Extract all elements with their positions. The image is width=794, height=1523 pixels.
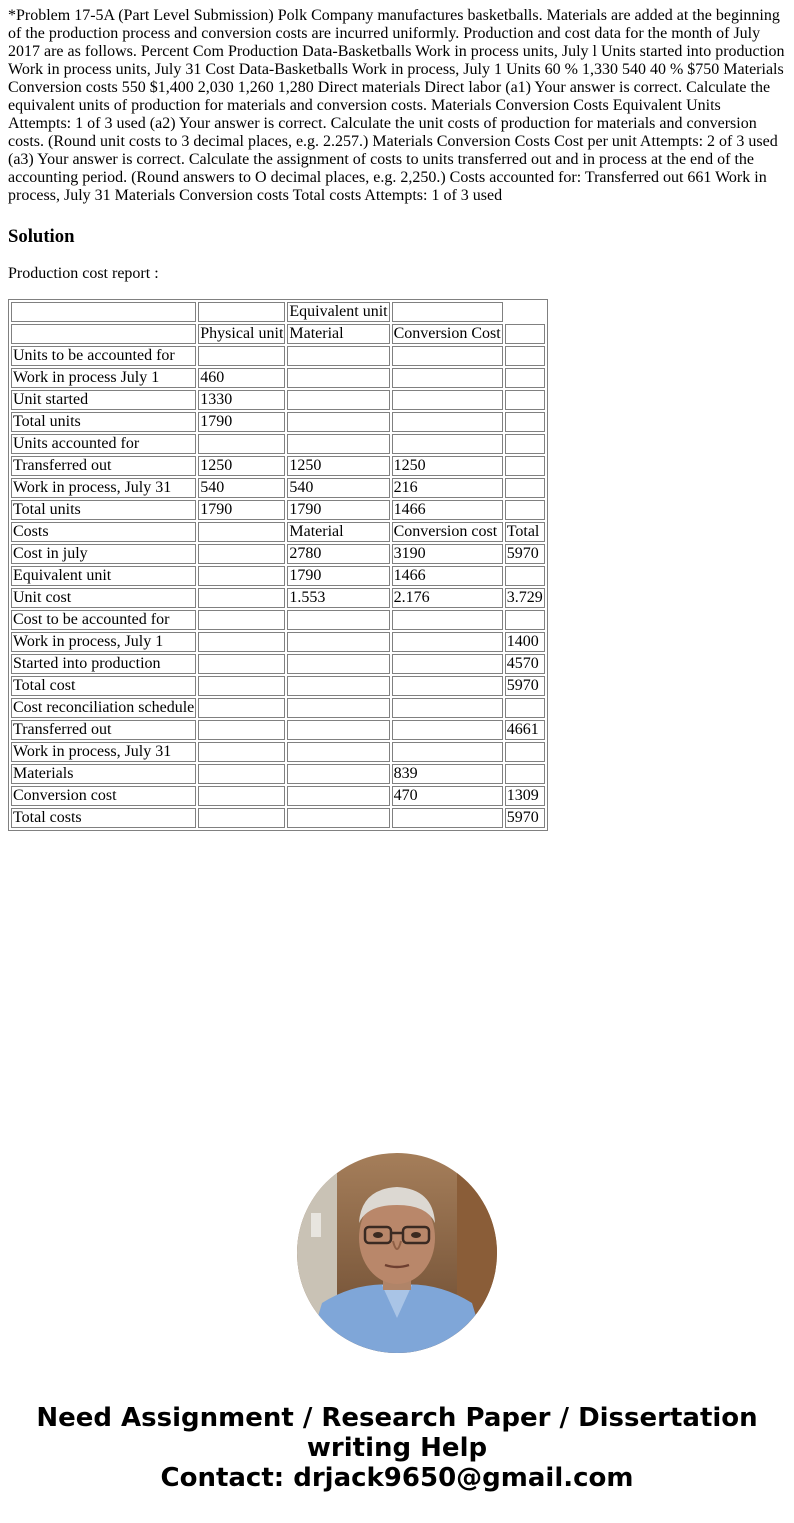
table-cell (198, 720, 285, 740)
table-cell (392, 412, 503, 432)
table-cell: 216 (392, 478, 503, 498)
table-cell (287, 676, 389, 696)
table-cell: 4661 (505, 720, 545, 740)
row-label-cell: Total cost (11, 676, 196, 696)
table-cell: 1790 (287, 500, 389, 520)
table-cell (287, 346, 389, 366)
table-cell (392, 632, 503, 652)
table-cell (505, 764, 545, 784)
table-row (11, 324, 545, 344)
row-label-cell: Unit started (11, 390, 196, 410)
row-label-cell: Units to be accounted for (11, 346, 196, 366)
table-row (11, 346, 545, 366)
table-cell: Conversion Cost (393, 325, 501, 342)
row-label-cell: Work in process, July 1 (11, 632, 196, 652)
table-cell (505, 456, 545, 476)
table-cell (198, 302, 285, 322)
solution-heading: Solution (8, 226, 75, 247)
table-row (11, 390, 545, 410)
row-label-cell: Cost in july (11, 544, 196, 564)
table-cell (392, 654, 503, 674)
table-row (11, 368, 545, 388)
table-cell: 5970 (505, 676, 545, 696)
table-cell: 5970 (505, 808, 545, 828)
table-row (11, 588, 545, 608)
table-cell (287, 654, 389, 674)
table-row (11, 434, 545, 454)
table-cell (505, 368, 545, 388)
table-row (11, 764, 545, 784)
table-cell: 1790 (287, 566, 389, 586)
table-cell (505, 324, 545, 344)
row-label-cell (11, 324, 196, 344)
table-row (11, 632, 545, 652)
table-cell: 839 (392, 764, 503, 784)
table-row (11, 456, 545, 476)
table-row (11, 720, 545, 740)
production-cost-report-table (8, 299, 548, 831)
avatar (297, 1153, 497, 1353)
table-cell (505, 478, 545, 498)
table-cell (392, 676, 503, 696)
table-cell: 3190 (392, 544, 503, 564)
promo-line-2: writing Help (306, 1433, 488, 1463)
table-cell: 1250 (198, 456, 285, 476)
table-row (11, 698, 545, 718)
table-cell (287, 808, 389, 828)
table-cell: 1330 (198, 390, 285, 410)
row-label-cell: Started into production (11, 654, 196, 674)
table-cell (505, 390, 545, 410)
table-cell: Conversion cost (392, 522, 503, 542)
table-row (11, 566, 545, 586)
table-cell (287, 764, 389, 784)
table-cell (198, 610, 285, 630)
table-row (11, 412, 545, 432)
promo-contact-line: Contact: drjack9650@gmail.com (160, 1463, 634, 1493)
table-cell (287, 698, 389, 718)
table-row (11, 808, 545, 828)
table-cell: Material (287, 324, 389, 344)
table-cell (198, 786, 285, 806)
table-cell (392, 720, 503, 740)
table-cell (287, 632, 389, 652)
row-label-cell: Cost reconciliation schedule (13, 699, 195, 716)
row-label-cell: Work in process July 1 (11, 368, 196, 388)
table-row (11, 500, 545, 520)
table-cell: 1250 (287, 456, 389, 476)
table-cell: 1250 (392, 456, 503, 476)
table-cell (198, 632, 285, 652)
table-cell (505, 412, 545, 432)
table-row (11, 522, 545, 542)
table-cell (392, 390, 503, 410)
row-label-cell: Total costs (11, 808, 196, 828)
table-cell (198, 698, 285, 718)
table-cell (392, 742, 503, 762)
table-cell (287, 742, 389, 762)
table-row (11, 654, 545, 674)
table-cell (198, 434, 285, 454)
table-cell: 1466 (392, 566, 503, 586)
table-cell: 5970 (505, 544, 545, 564)
table-cell: Equivalent unit (289, 303, 388, 320)
table-cell: 1466 (392, 500, 503, 520)
table-row (11, 786, 545, 806)
table-cell (392, 302, 503, 322)
table-cell (505, 346, 545, 366)
row-label-cell: Equivalent unit (11, 566, 196, 586)
table-cell (392, 368, 503, 388)
table-row (11, 544, 545, 564)
table-cell (505, 434, 545, 454)
row-label-cell: Conversion cost (11, 786, 196, 806)
table-cell (198, 522, 285, 542)
row-label-cell: Total units (11, 500, 196, 520)
table-cell (287, 390, 389, 410)
table-cell (505, 566, 545, 586)
table-row (11, 302, 545, 322)
table-cell (287, 610, 389, 630)
table-cell: Physical unit (200, 325, 284, 342)
table-cell: 540 (198, 478, 285, 498)
row-label-cell: Costs (11, 522, 196, 542)
row-label-cell: Cost to be accounted for (11, 610, 196, 630)
table-cell (198, 808, 285, 828)
table-cell: 1309 (505, 786, 545, 806)
table-cell (198, 588, 285, 608)
row-label-cell: Transferred out (11, 456, 196, 476)
table-cell (505, 698, 545, 718)
table-cell (392, 610, 503, 630)
table-row (11, 676, 545, 696)
table-cell: Material (287, 522, 389, 542)
table-cell: 540 (287, 478, 389, 498)
row-label-cell: Unit cost (11, 588, 196, 608)
table-cell (392, 808, 503, 828)
table-cell: 1790 (198, 500, 285, 520)
table-cell: 2780 (287, 544, 389, 564)
table-cell: 460 (198, 368, 285, 388)
table-cell (198, 566, 285, 586)
table-cell (287, 434, 389, 454)
table-cell (392, 698, 503, 718)
row-label-cell (11, 302, 196, 322)
table-cell (287, 786, 389, 806)
row-label-cell: Total units (11, 412, 196, 432)
table-cell (198, 346, 285, 366)
table-cell: 2.176 (392, 588, 503, 608)
table-cell (505, 500, 545, 520)
table-cell: 470 (392, 786, 503, 806)
table-cell: 1.553 (287, 588, 389, 608)
table-row (11, 742, 545, 762)
row-label-cell: Work in process, July 31 (11, 478, 196, 498)
table-cell (392, 434, 503, 454)
table-cell: 1790 (198, 412, 285, 432)
table-cell (505, 742, 545, 762)
table-cell: 1400 (505, 632, 545, 652)
table-cell: Total (505, 522, 545, 542)
promo-line-1: Need Assignment / Research Paper / Dissertation (36, 1403, 758, 1433)
report-intro: Production cost report : (8, 265, 159, 282)
assignment-help-banner (0, 1403, 794, 1493)
problem-text: *Problem 17-5A (Part Level Submission) Polk Company manufactures basketballs. Materials are added at the beginning of the production process and conversion costs are incurred uniformly. Production and cost data for the month of July 2017 are as follows. Percent Com Production Data-Basketballs Work in process units, July l Units started into production Work in process units, July 31 Cost Data-Basketballs Work in process, July 1 Units 60 % 1,330 540 40 % $750 Materials Conversion costs 550 $1,400 2,030 1,260 1,280 Direct materials Direct labor (a1) Your answer is correct. Calculate the equivalent units of production for materials and conversion costs. Materials Conversion Costs Equivalent Units Attempts: 1 of 3 used (a2) Your answer is correct. Calculate the unit costs of production for materials and conversion costs. (Round unit costs to 3 decimal places, e.g. 2.257.) Materials Conversion Costs Cost per unit Attempts: 2 of 3 used (a3) Your answer is correct. Calculate the assignment of costs to units transferred out and in process at the end of the accounting period. (Round answers to O decimal places, e.g. 2,250.) Costs accounted for: Transferred out 661 Work in process, July 31 Materials Conversion costs Total costs Attempts: 1 of 3 used (8, 7, 785, 204)
table-cell (505, 610, 545, 630)
table-cell (392, 346, 503, 366)
tutor-portrait-photo (297, 1153, 497, 1353)
table-cell (198, 764, 285, 784)
row-label-cell: Transferred out (11, 720, 196, 740)
table-cell (287, 412, 389, 432)
row-label-cell: Work in process, July 31 (11, 742, 196, 762)
table-cell (287, 368, 389, 388)
row-label-cell: Materials (11, 764, 196, 784)
table-cell (287, 720, 389, 740)
row-label-cell: Units accounted for (11, 434, 196, 454)
table-row (11, 610, 545, 630)
table-cell (198, 544, 285, 564)
table-cell (198, 654, 285, 674)
table-cell: 4570 (505, 654, 545, 674)
table-cell (198, 742, 285, 762)
table-cell (505, 302, 545, 322)
table-row (11, 478, 545, 498)
table-cell (198, 676, 285, 696)
table-cell: 3.729 (506, 589, 543, 606)
